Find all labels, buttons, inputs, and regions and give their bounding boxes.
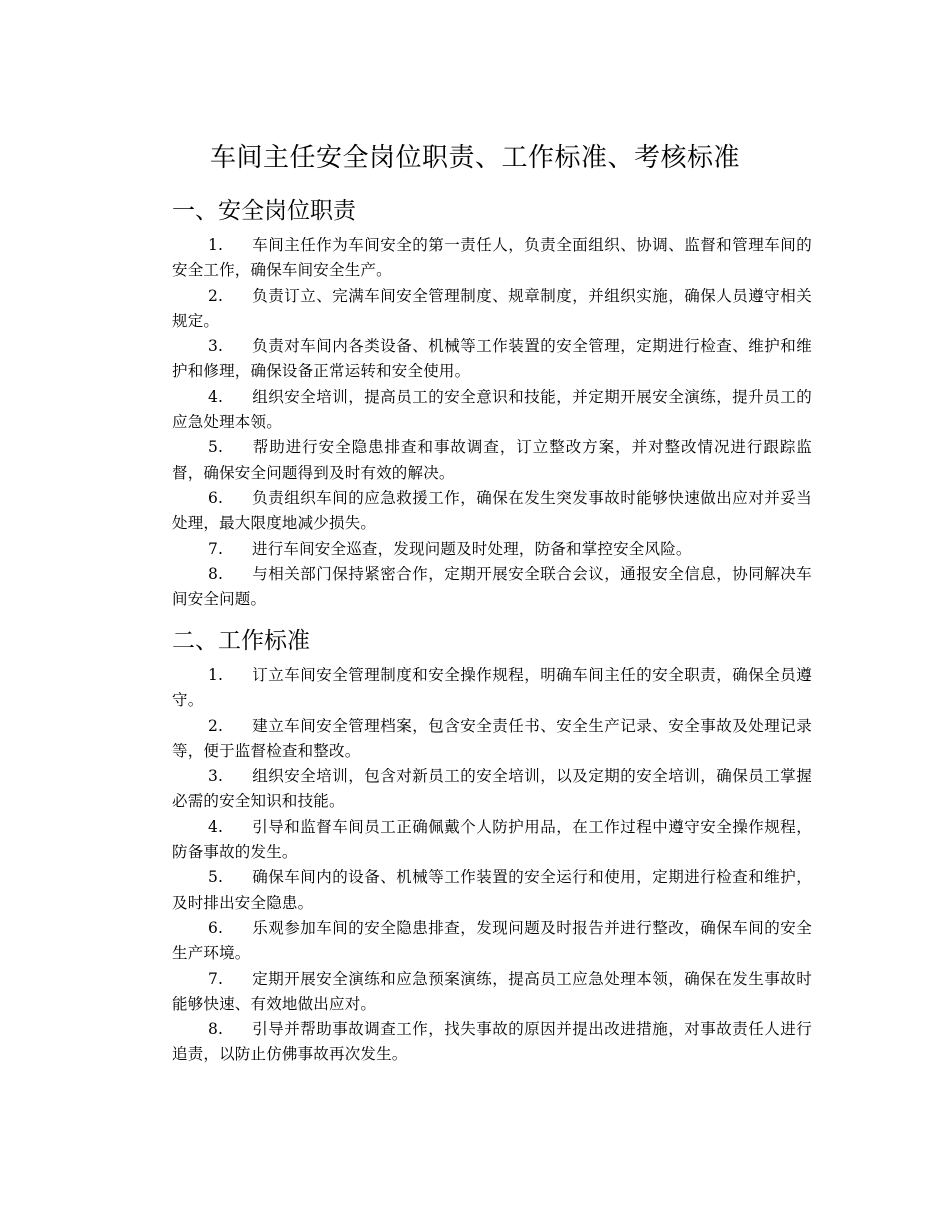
item-text: 负责组织车间的应急救援工作，确保在发生突发事故时能够快速做出应对并妥当处理，最大限度地减少损失。 xyxy=(172,488,812,533)
item-text: 乐观参加车间的安全隐患排查，发现问题及时报告并进行整改，确保车间的安全生产环境。 xyxy=(172,918,812,963)
list-item xyxy=(172,385,812,436)
item-text: 负责订立、完满车间安全管理制度、规章制度，并组织实施，确保人员遵守相关规定。 xyxy=(172,286,812,330)
item-text: 组织安全培训，包含对新员工的安全培训，以及定期的安全培训，确保员工掌握必需的安全知识和技能。 xyxy=(172,767,812,811)
item-text: 订立车间安全管理制度和安全操作规程，明确车间主任的安全职责，确保全员遵守。 xyxy=(172,666,812,710)
item-number: 4. xyxy=(208,817,224,836)
item-number: 2. xyxy=(208,286,224,305)
list-item xyxy=(172,916,812,967)
item-text: 引导并帮助事故调查工作，找失事故的原因并提出改进措施，对事故责任人进行追责，以防止仿佛事故再次发生。 xyxy=(172,1020,812,1064)
item-number: 1. xyxy=(208,666,224,684)
item-number: 3. xyxy=(208,337,224,356)
item-text: 确保车间内的设备、机械等工作装置的安全运行和使用，定期进行检查和维护，及时排出安全隐患。 xyxy=(172,868,812,912)
list-item xyxy=(172,1017,812,1068)
section-heading: 二、工作标准 xyxy=(172,628,310,654)
list-item xyxy=(172,714,812,765)
list-item xyxy=(172,537,812,562)
list-item xyxy=(172,865,812,916)
item-number: 1. xyxy=(208,236,224,254)
item-text: 组织安全培训，提高员工的安全意识和技能，并定期开展安全演练，提升员工的应急处理本领。 xyxy=(172,387,812,432)
list-item xyxy=(172,284,812,335)
list-item xyxy=(172,334,812,385)
item-number: 4. xyxy=(208,387,224,406)
list-item xyxy=(172,815,812,866)
item-text: 引导和监督车间员工正确佩戴个人防护用品，在工作过程中遵守安全操作规程，防备事故的发生。 xyxy=(172,817,812,862)
item-number: 6. xyxy=(208,488,224,507)
item-number: 8. xyxy=(208,1020,224,1039)
item-text: 车间主任作为车间安全的第一责任人，负责全面组织、协调、监督和管理车间的安全工作，确保车间安全生产。 xyxy=(172,236,812,280)
section-work-standards xyxy=(172,623,812,1068)
list-item xyxy=(172,233,812,284)
list-item xyxy=(172,967,812,1018)
item-text: 与相关部门保持紧密合作，定期开展安全联合会议，通报安全信息，协同解决车间安全问题。 xyxy=(172,564,812,609)
item-number: 8. xyxy=(208,564,224,583)
list-item xyxy=(172,562,812,613)
list-item xyxy=(172,663,812,714)
item-number: 3. xyxy=(208,767,224,786)
list-item xyxy=(172,764,812,815)
list-item xyxy=(172,486,812,537)
item-number: 5. xyxy=(208,438,224,457)
section-heading: 一、安全岗位职责 xyxy=(172,198,356,224)
item-text: 建立车间安全管理档案，包含安全责任书、安全生产记录、安全事故及处理记录等，便于监督检查和整改。 xyxy=(172,716,812,760)
item-text: 定期开展安全演练和应急预案演练，提高员工应急处理本领，确保在发生事故时能够快速、有效地做出应对。 xyxy=(172,969,812,1013)
item-number: 6. xyxy=(208,918,224,937)
list-item xyxy=(172,435,812,486)
item-text: 负责对车间内各类设备、机械等工作装置的安全管理，定期进行检查、维护和维护和修理，确保设备正常运转和安全使用。 xyxy=(172,337,812,381)
item-number: 2. xyxy=(208,716,224,735)
item-number: 7. xyxy=(208,539,224,558)
document-title: 车间主任安全岗位职责、工作标准、考核标准 xyxy=(209,143,740,173)
item-text: 帮助进行安全隐患排查和事故调查，订立整改方案，并对整改情况进行跟踪监督，确保安全问题得到及时有效的解决。 xyxy=(172,438,812,482)
item-number: 5. xyxy=(208,868,224,887)
section-safety-duties xyxy=(172,193,812,612)
item-number: 7. xyxy=(208,969,224,988)
item-text: 进行车间安全巡查，发现问题及时处理，防备和掌控安全风险。 xyxy=(252,539,692,558)
